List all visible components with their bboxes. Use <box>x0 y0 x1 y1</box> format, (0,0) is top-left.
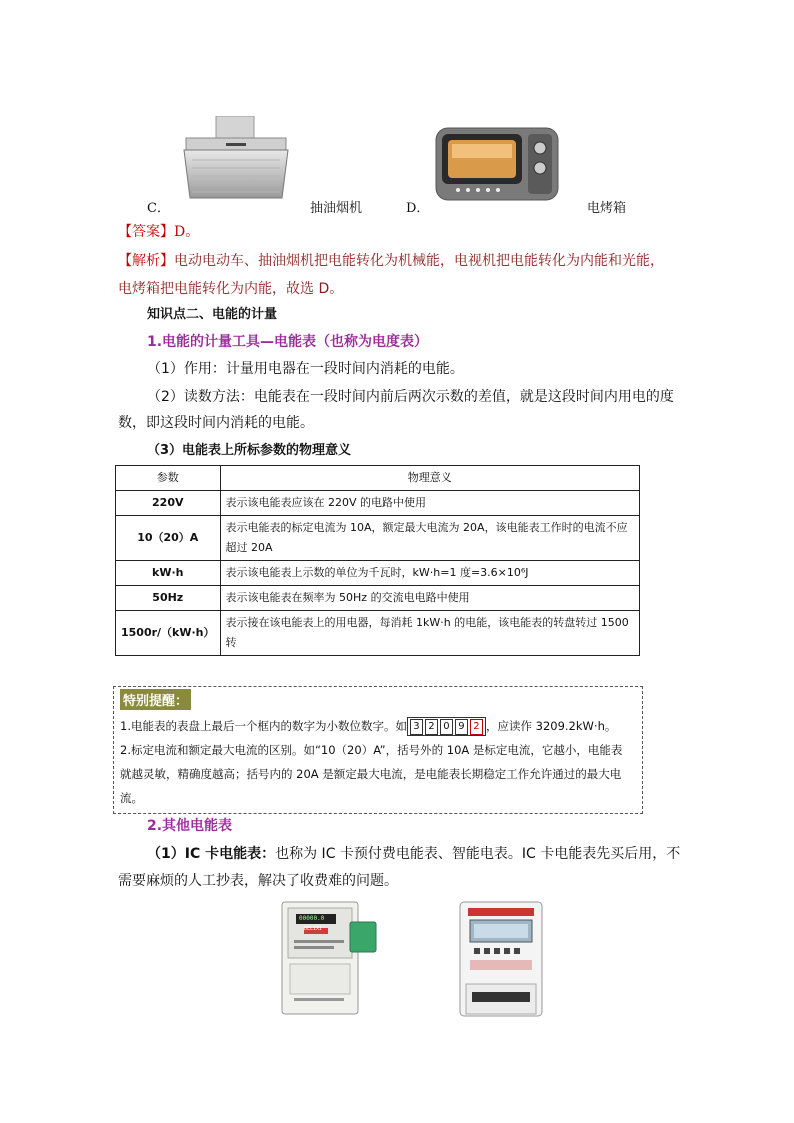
meter-digit: 2 <box>425 719 438 735</box>
option-d-label: 电烤箱 <box>587 201 627 216</box>
reminder-line-3: 就越灵敏，精确度越高；括号内的 20A 是额定最大电流，是电能表长期稳定工作允许通过的最大电 <box>120 767 622 781</box>
table-row <box>116 516 640 561</box>
sub-heading-2: 2.其他电能表 <box>147 818 233 834</box>
table-cell-meaning: 表示该电能表在频率为 50Hz 的交流电电路中使用 <box>220 586 639 611</box>
reminder-line-1 <box>120 715 638 738</box>
table-cell-meaning: 表示该电能表上示数的单位为千瓦时，kW·h=1 度=3.6×10⁶J <box>220 561 639 586</box>
reminder-line-1-after: ，应读作 3209.2kW·h。 <box>485 719 617 733</box>
table-row <box>116 611 640 656</box>
sub-heading-1: 1.电能的计量工具—电能表（也称为电度表） <box>147 334 429 350</box>
ic-line-2: 需要麻烦的人工抄表，解决了收费难的问题。 <box>118 873 398 889</box>
analysis-line-2: 电烤箱把电能转化为内能，故选 D。 <box>118 281 344 297</box>
meter-digit: 0 <box>440 719 453 735</box>
item-2-line-1: （2）读数方法：电能表在一段时间内前后两次示数的差值，就是这段时间内用电的度 <box>147 389 674 405</box>
answer-tag: 【答案】 <box>118 224 174 240</box>
ic-card-meter-image-2 <box>458 900 544 1018</box>
parameter-table <box>115 465 640 656</box>
option-c-letter: C． <box>147 201 170 216</box>
range-hood-image <box>182 116 290 200</box>
item-3: （3）电能表上所标参数的物理意义 <box>147 443 352 458</box>
option-c-label: 抽油烟机 <box>310 201 363 216</box>
analysis-line-1 <box>118 248 678 274</box>
table-cell-param: 50Hz <box>116 586 221 611</box>
table-cell-param: kW·h <box>116 561 221 586</box>
meter-decimal-digit: 2 <box>470 719 483 735</box>
ic-line-1 <box>147 841 707 867</box>
analysis-text-1: 电动电动车、抽油烟机把电能转化为机械能，电视机把电能转化为内能和光能， <box>174 253 664 269</box>
analysis-tag: 【解析】 <box>118 253 174 269</box>
table-cell-meaning: 表示接在该电能表上的用电器，每消耗 1kW·h 的电能，该电能表的转盘转过 1500 转 <box>220 611 639 656</box>
answer-value: D。 <box>174 224 200 240</box>
reminder-title: 特别提醒： <box>120 689 191 710</box>
table-header: 参数 <box>116 466 221 491</box>
table-header: 物理意义 <box>220 466 639 491</box>
table-row <box>116 491 640 516</box>
item-2-line-2: 数，即这段时间内消耗的电能。 <box>118 415 314 431</box>
table-header-row <box>116 466 640 491</box>
table-cell-meaning: 表示电能表的标定电流为 10A，额定最大电流为 20A，该电能表工作时的电流不应超过 20A <box>220 516 639 561</box>
table-row <box>116 586 640 611</box>
table-cell-param: 1500r/（kW·h） <box>116 611 221 656</box>
reminder-line-1-before: 1.电能表的表盘上最后一个框内的数字为小数位数字。如 <box>120 719 407 733</box>
ic-text-1: 也称为 IC 卡预付费电能表、智能电表。IC 卡电能表先买后用，不 <box>275 846 681 862</box>
option-d-letter: D． <box>406 201 430 216</box>
reminder-line-4: 流。 <box>120 791 143 805</box>
toaster-oven-image <box>434 126 560 204</box>
ic-label: （1）IC 卡电能表： <box>147 846 276 862</box>
meter-1-brand: DELIXI <box>304 926 323 932</box>
section-heading: 知识点二、电能的计量 <box>147 307 278 322</box>
table-row <box>116 561 640 586</box>
answer-line <box>118 219 678 245</box>
table-cell-param: 220V <box>116 491 221 516</box>
meter-1-reading: 00000.0 <box>299 915 325 922</box>
meter-digit-boxes <box>407 717 486 736</box>
table-cell-param: 10（20）A <box>116 516 221 561</box>
item-1: （1）作用：计量用电器在一段时间内消耗的电能。 <box>147 361 464 377</box>
meter-digit: 9 <box>455 719 468 735</box>
ic-card-meter-image-1 <box>280 900 380 1018</box>
table-cell-meaning: 表示该电能表应该在 220V 的电路中使用 <box>220 491 639 516</box>
reminder-line-2: 2.标定电流和额定最大电流的区别。如“10（20）A”，括号外的 10A 是标定电流，它越小，电能表 <box>120 743 623 757</box>
special-reminder-box <box>113 686 643 814</box>
meter-digit: 3 <box>410 719 423 735</box>
